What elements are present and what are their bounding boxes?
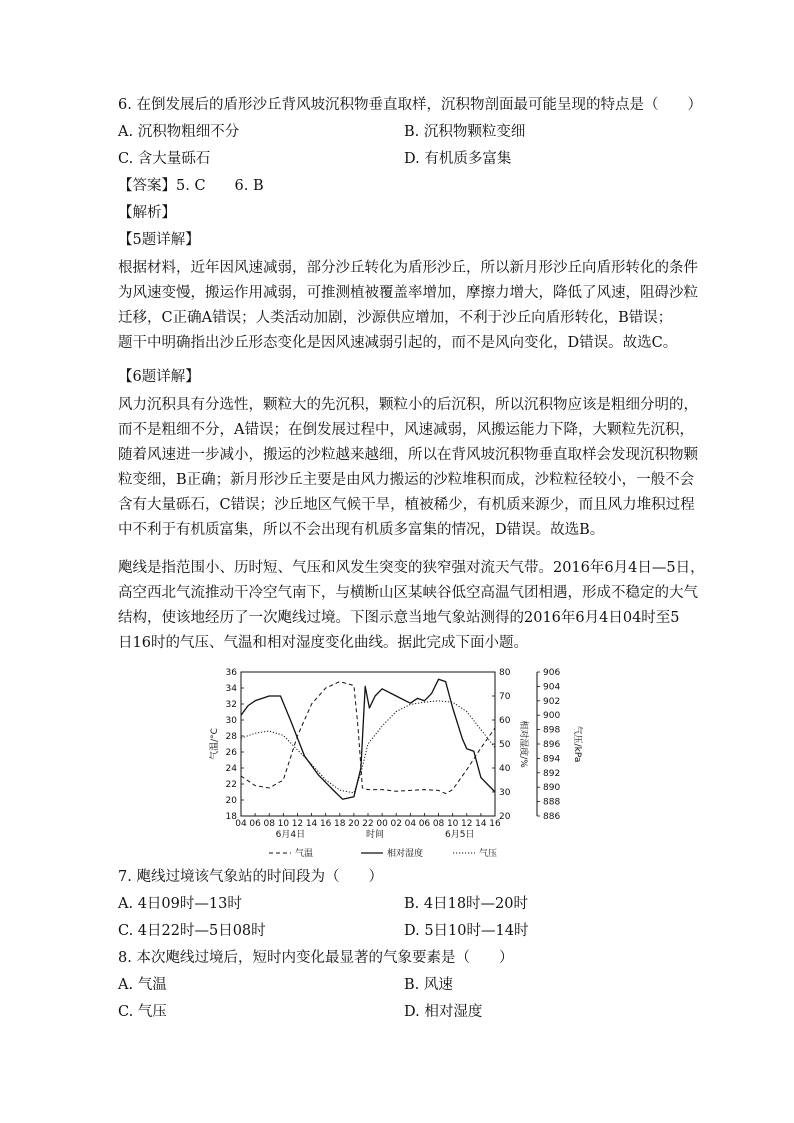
q7-option-d: D. 5日10时—14时 bbox=[404, 923, 529, 939]
plot-frame bbox=[241, 672, 495, 816]
pressure-tick-label: 900 bbox=[543, 711, 561, 722]
q6-detail-line: 而不是粗细不分，A错误；在倒发展过程中，风速减弱，风搬运能力下降，大颗粒先沉积， bbox=[118, 422, 694, 438]
x-tick-label: 12 bbox=[291, 819, 304, 829]
temp-tick-label: 20 bbox=[225, 796, 237, 806]
x-tick-label: 14 bbox=[475, 819, 487, 829]
q5-detail-paragraph bbox=[118, 256, 698, 356]
x-tick-label: 06 bbox=[418, 819, 431, 829]
temp-tick-label: 36 bbox=[225, 668, 237, 678]
weather-chart bbox=[205, 664, 615, 864]
x-tick-label: 22 bbox=[362, 819, 374, 829]
temp-tick-label: 34 bbox=[225, 684, 237, 694]
x-tick-label: 04 bbox=[235, 819, 247, 829]
answer-line: 【答案】5. C 6. B bbox=[118, 178, 264, 194]
x-tick-label: 08 bbox=[432, 819, 445, 829]
pressure-tick-label: 888 bbox=[543, 797, 561, 808]
analysis-title: 【解析】 bbox=[118, 205, 176, 221]
x-tick-label: 02 bbox=[390, 819, 402, 829]
material-line: 日16时的气压、气温和相对湿度变化曲线。据此完成下面小题。 bbox=[118, 635, 528, 651]
material-paragraph bbox=[118, 556, 705, 656]
temp-tick-label: 24 bbox=[225, 764, 237, 774]
q6-detail-line: 风力沉积具有分选性，颗粒大的先沉积，颗粒小的后沉积，所以沉积物应该是粗细分明的， bbox=[118, 397, 698, 413]
q5-detail-line: 迁移，C正确A错误；人类活动加剧，沙源供应增加，不利于沙丘向盾形转化，B错误； bbox=[118, 310, 673, 326]
pressure-tick-label: 890 bbox=[543, 783, 561, 794]
x-tick-label: 16 bbox=[319, 819, 332, 829]
legend-label: 气温 bbox=[295, 849, 314, 859]
temp-tick-label: 22 bbox=[225, 780, 237, 790]
x-tick-label: 12 bbox=[461, 819, 473, 829]
humidity-tick-label: 70 bbox=[499, 692, 511, 702]
q6-option-b: B. 沉积物颗粒变细 bbox=[404, 124, 526, 140]
pressure-tick-label: 892 bbox=[543, 768, 561, 779]
humidity-tick-label: 60 bbox=[499, 716, 511, 726]
q7-stem: 7. 飑线过境该气象站的时间段为（ ） bbox=[118, 869, 383, 885]
q6-detail-line: 粒变细，B正确；新月形沙丘主要是由风力搬运的沙粒堆积而成，沙粒粒径较小，一般不会 bbox=[118, 472, 695, 488]
temp-axis-label: 气温/°C bbox=[210, 728, 220, 760]
humidity-tick-label: 50 bbox=[499, 740, 511, 750]
temp-tick-label: 18 bbox=[225, 812, 237, 822]
series-line-pressure bbox=[241, 701, 495, 793]
x-tick-label: 10 bbox=[277, 819, 290, 829]
x-tick-label: 16 bbox=[489, 819, 501, 829]
q5-detail-line: 根据材料，近年因风速减弱，部分沙丘转化为盾形沙丘，所以新月形沙丘向盾形转化的条件 bbox=[118, 260, 698, 276]
x-tick-label: 20 bbox=[348, 819, 360, 829]
temp-tick-label: 28 bbox=[225, 732, 237, 742]
material-line: 飑线是指范围小、历时短、气压和风发生突变的狭窄强对流天气带。2016年6月4日—5日， bbox=[118, 560, 705, 576]
q6-option-d: D. 有机质多富集 bbox=[404, 151, 512, 167]
q6-detail-line: 含有大量砾石，C错误；沙丘地区气候干旱，植被稀少，有机质来源少，而且风力堆积过程 bbox=[118, 497, 695, 513]
temp-tick-label: 32 bbox=[225, 700, 237, 710]
x-tick-label: 04 bbox=[404, 819, 417, 829]
humidity-tick-label: 30 bbox=[499, 788, 511, 798]
temp-tick-label: 26 bbox=[225, 748, 237, 758]
q7-option-b: B. 4日18时—20时 bbox=[404, 896, 529, 912]
temp-tick-label: 30 bbox=[225, 716, 237, 726]
legend-label: 气压 bbox=[479, 849, 498, 859]
q8-option-a: A. 气温 bbox=[118, 977, 167, 993]
humidity-axis-label: 相对湿度/% bbox=[518, 720, 528, 768]
humidity-tick-label: 80 bbox=[499, 668, 511, 678]
pressure-tick-label: 894 bbox=[543, 754, 561, 765]
pressure-tick-label: 896 bbox=[543, 740, 561, 750]
q8-option-b: B. 风速 bbox=[404, 977, 453, 993]
q6-option-a: A. 沉积物粗细不分 bbox=[118, 124, 240, 140]
x-axis-label: 时间 bbox=[366, 830, 385, 840]
q8-stem: 8. 本次飑线过境后，短时内变化最显著的气象要素是（ ） bbox=[118, 950, 514, 966]
pressure-tick-label: 886 bbox=[543, 812, 561, 822]
x-tick-label: 10 bbox=[446, 819, 459, 829]
q5-detail-line: 题干中明确指出沙丘形态变化是因风速减弱引起的，而不是风向变化，D错误。故选C。 bbox=[118, 335, 678, 351]
q6-stem: 6. 在倒发展后的盾形沙丘背风坡沉积物垂直取样，沉积物剖面最可能呈现的特点是（ ） bbox=[118, 97, 702, 113]
pressure-tick-label: 898 bbox=[543, 725, 561, 736]
humidity-tick-label: 20 bbox=[499, 812, 511, 822]
x-tick-label: 08 bbox=[263, 819, 275, 829]
material-line: 结构，使该地经历了一次飑线过境。下图示意当地气象站测得的2016年6月4日04时至5 bbox=[118, 610, 680, 626]
x-tick-label: 14 bbox=[305, 819, 318, 829]
humidity-tick-label: 40 bbox=[499, 764, 511, 774]
series-line-humidity bbox=[241, 679, 495, 799]
q6-detail-title: 【6题详解】 bbox=[118, 369, 200, 385]
legend-label: 相对湿度 bbox=[387, 849, 424, 859]
q6-detail-line: 随着风速进一步减小，搬运的沙粒越来越细，所以在背风坡沉积物垂直取样会发现沉积物颗 bbox=[118, 447, 698, 463]
x-group-label: 6月4日 bbox=[275, 830, 306, 840]
x-group-label: 6月5日 bbox=[444, 830, 475, 840]
q5-detail-title: 【5题详解】 bbox=[118, 232, 200, 248]
pressure-tick-label: 902 bbox=[543, 696, 561, 707]
q6-detail-line: 中不利于有机质富集，所以不会出现有机质多富集的情况，D错误。故选B。 bbox=[118, 522, 605, 538]
q5-detail-line: 为风速变慢，搬运作用减弱，可推测植被覆盖率增加，摩擦力增大，降低了风速，阻碍沙粒 bbox=[118, 285, 698, 301]
q7-option-a: A. 4日09时—13时 bbox=[118, 896, 242, 912]
x-tick-label: 18 bbox=[334, 819, 346, 829]
x-tick-label: 00 bbox=[376, 819, 388, 829]
x-tick-label: 06 bbox=[249, 819, 261, 829]
material-line: 高空西北气流推动干冷空气南下，与横断山区某峡谷低空高温气团相遇，形成不稳定的大气 bbox=[118, 585, 698, 601]
q8-option-c: C. 气压 bbox=[118, 1004, 167, 1020]
pressure-tick-label: 904 bbox=[543, 682, 561, 693]
q6-option-c: C. 含大量砾石 bbox=[118, 151, 211, 167]
q7-option-c: C. 4日22时—5日08时 bbox=[118, 923, 266, 939]
q6-detail-paragraph bbox=[118, 393, 698, 543]
pressure-tick-label: 906 bbox=[543, 668, 561, 678]
q8-option-d: D. 相对湿度 bbox=[404, 1004, 483, 1020]
pressure-axis-label: 气压/kPa bbox=[572, 725, 582, 763]
